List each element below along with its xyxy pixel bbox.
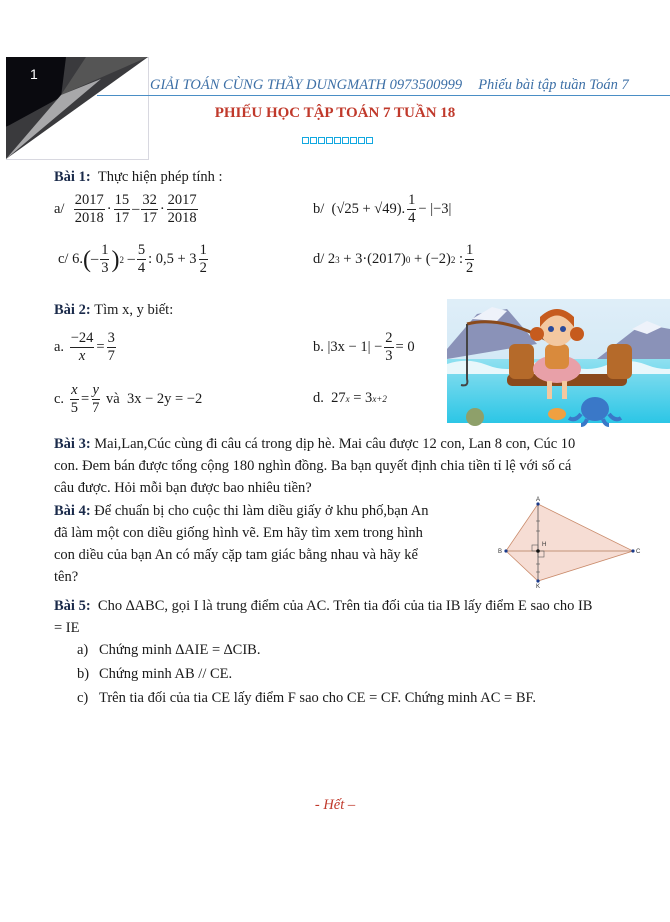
fraction: $\frac{5}{4}$: [137, 242, 146, 276]
fraction: $\frac{-24}{x}$: [70, 330, 94, 364]
expr-part: (√25 + √49).: [331, 201, 406, 217]
expr-part: 2: [327, 251, 336, 267]
box-icon: [318, 137, 325, 144]
fraction: $\frac{y}{7}$: [92, 382, 100, 416]
bai2-a: a. $\frac{-24}{x}$ = $\frac{3}{7}$: [54, 330, 115, 364]
box-icon: [326, 137, 333, 144]
bai5-line: Cho ∆ABC, gọi I là trung điểm của AC. Trên tia đối của tia IB lấy điểm E sao cho IB: [97, 598, 593, 614]
bai1-b: [313, 192, 451, 227]
expr-part: 27: [331, 390, 346, 406]
bai4: [54, 500, 476, 588]
box-icon: [302, 137, 309, 144]
fishing-illustration: [447, 299, 670, 423]
expr-part: 3x − 2y = −2: [126, 391, 203, 407]
bai2-b: [313, 330, 415, 365]
box-icon: [334, 137, 341, 144]
bai5-item-b: b) Chứng minh AB // CE.: [77, 666, 233, 682]
item-label: a/: [54, 201, 65, 217]
bai1-heading: [54, 166, 223, 188]
expr-part: |3x − 1| −: [327, 339, 383, 355]
header-divider: [97, 95, 670, 96]
svg-text:B: B: [498, 549, 503, 555]
expr-part: + (−2): [413, 251, 451, 267]
item-label: b.: [313, 339, 324, 355]
svg-text:K: K: [536, 584, 541, 590]
bai5-item-a: a) Chứng minh ∆AIE = ∆CIB.: [77, 642, 261, 658]
fraction: $\frac{1}{4}$: [408, 192, 416, 226]
svg-text:A: A: [536, 497, 541, 503]
bai4-line: đã làm một con diều giống hình vẽ. Em hãy tìm xem trong hình: [54, 525, 423, 541]
expr-part: : 0,5 + 3: [148, 251, 197, 267]
header-text: [150, 77, 629, 94]
end-text: - Hết –: [314, 797, 356, 813]
item-label: d/: [313, 251, 325, 267]
fraction: $\frac{x}{5}$: [70, 382, 78, 416]
expr-part: = 3: [353, 390, 373, 406]
item-label: c.: [54, 391, 65, 407]
item-label: b/: [313, 201, 325, 217]
expr-part: 6.: [72, 251, 83, 267]
bai3-line: con. Đem bán được tổng cộng 180 nghìn đồng. Ba bạn quyết định chia tiền tỉ lệ với số cá: [54, 458, 572, 474]
decorative-boxes: [302, 137, 373, 144]
bai4-line: con diều của bạn An có mấy cặp tam giác bằng nhau và hãy kể: [54, 547, 418, 563]
bai1-d: d/ 2 3 + 3·(2017) 0 + (−2) 2 : $\frac{1}{2}$: [313, 242, 474, 276]
bai3-label: Bài 3:: [54, 436, 91, 452]
item-label: d.: [313, 390, 324, 406]
bai5-line: = IE: [54, 620, 80, 636]
box-icon: [350, 137, 357, 144]
fraction: $\frac{3}{7}$: [107, 330, 115, 364]
expr-part: − |−3|: [418, 201, 452, 217]
bai5: [54, 595, 664, 639]
fraction: $\frac{2017}{2018}$: [167, 192, 197, 226]
bai3-line: Mai,Lan,Cúc cùng đi câu cá trong dịp hè. Mai câu được 12 con, Lan 8 con, Cúc 10: [94, 436, 576, 452]
bai5-item-c: c) Trên tia đối của tia CE lấy điểm F sao cho CE = CF. Chứng minh AC = BF.: [77, 690, 537, 706]
item-label: c/: [58, 251, 69, 267]
kite-diagram: [498, 496, 648, 590]
bai1-text: Thực hiện phép tính :: [97, 169, 223, 185]
bai1-label: Bài 1:: [54, 169, 91, 185]
bai5-label: Bài 5:: [54, 598, 91, 614]
bai2-d: d. 27 x = 3 x+2: [313, 390, 387, 406]
page-title: PHIẾU HỌC TẬP TOÁN 7 TUẦN 18: [214, 105, 456, 121]
box-icon: [310, 137, 317, 144]
box-icon: [358, 137, 365, 144]
bai4-line: Để chuẩn bị cho cuộc thi làm diều giấy ở khu phố,bạn An: [94, 503, 429, 519]
expr-part: :: [458, 251, 463, 267]
page-number: 1: [30, 66, 38, 82]
bai4-line: tên?: [54, 569, 79, 585]
bai3: [54, 433, 654, 499]
fraction: $\frac{1}{2}$: [466, 242, 474, 276]
header-right-text: Phiếu bài tập tuần Toán 7: [478, 77, 629, 93]
bai1-c: c/ 6. ( – $\frac{1}{3}$ ) 2 – $\frac{5}{4}$ : 0,5 + 3 $\frac{1}{2}$: [58, 242, 207, 276]
svg-text:H: H: [542, 542, 547, 548]
expr-part: + 3·(2017): [343, 251, 406, 267]
bai2-text: Tìm x, y biết:: [94, 302, 174, 318]
bai3-line: câu được. Hỏi mỗi bạn được bao nhiêu tiền?: [54, 480, 312, 496]
bai2-label: Bài 2:: [54, 302, 91, 318]
bai1-a: a/ $\frac{2017}{2018}$ · $\frac{15}{17}$ – $\frac{32}{17}$ · $\frac{2017}{2018}$: [54, 192, 197, 226]
bai4-label: Bài 4:: [54, 503, 91, 519]
box-icon: [342, 137, 349, 144]
item-label: a.: [54, 339, 65, 355]
bai5-items: [77, 638, 536, 710]
expr-part: = 0: [395, 339, 415, 355]
bai2-c: c. $\frac{x}{5}$ = $\frac{y}{7}$ và 3x − 2y = −2: [54, 382, 203, 416]
bai2-heading: [54, 299, 173, 321]
fraction: $\frac{15}{17}$: [114, 192, 130, 226]
svg-text:C: C: [636, 549, 641, 555]
fraction: $\frac{2017}{2018}$: [74, 192, 104, 226]
header-left-text: GIẢI TOÁN CÙNG THẦY DUNGMATH 0973500999: [150, 77, 463, 93]
fraction: $\frac{32}{17}$: [142, 192, 157, 226]
fraction: $\frac{2}{3}$: [385, 330, 393, 364]
fraction: $\frac{1}{2}$: [199, 242, 207, 276]
box-icon: [366, 137, 373, 144]
fraction: $\frac{1}{3}$: [101, 242, 109, 276]
